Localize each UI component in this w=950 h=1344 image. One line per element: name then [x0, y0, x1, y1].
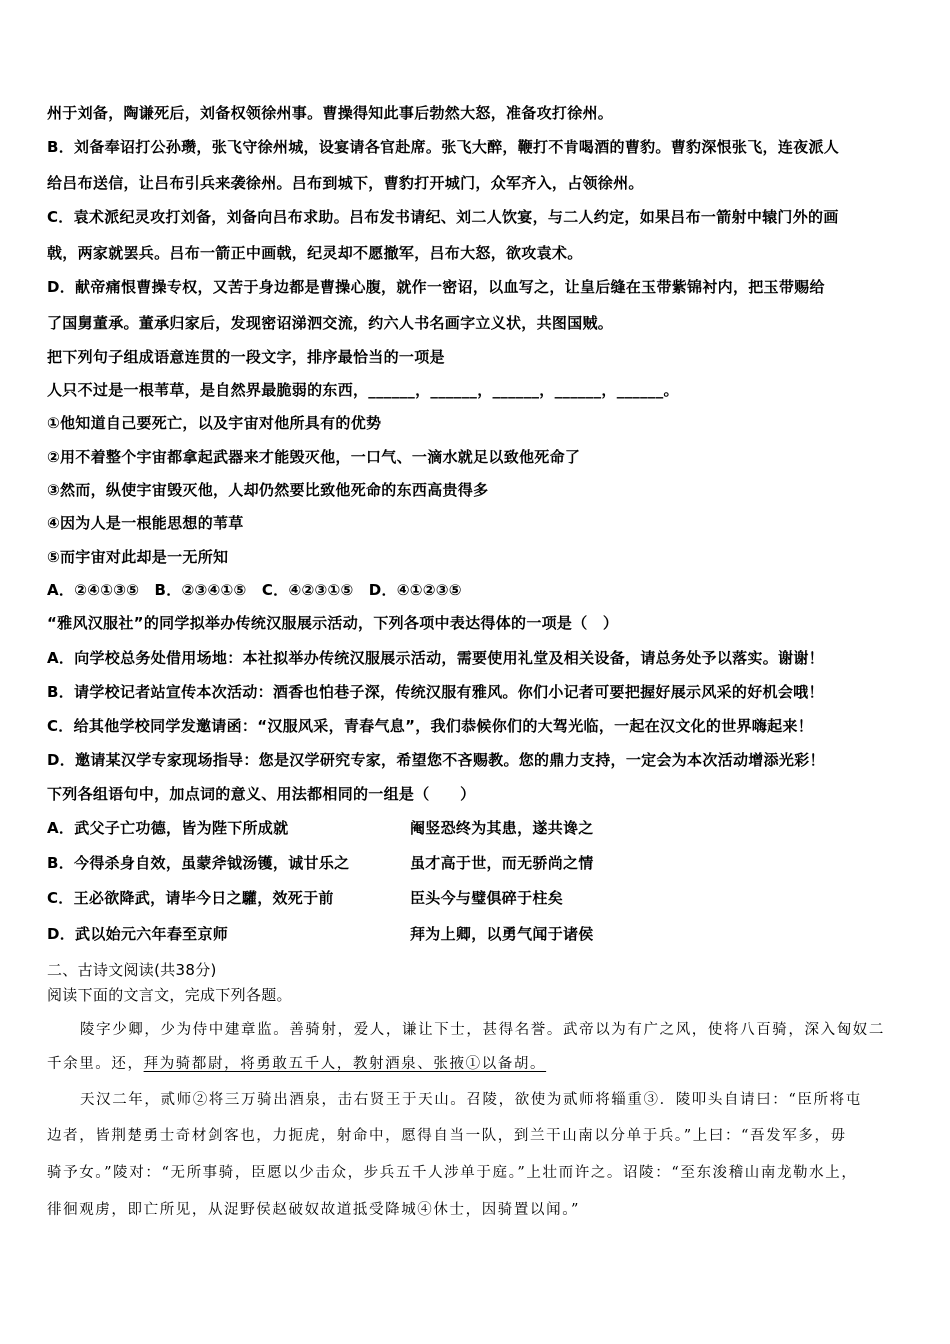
option-b-left: B．今得杀身自效，虽蒙斧钺汤镬，诚甘乐之	[47, 854, 350, 872]
passage-text: 千余里。还，	[47, 1056, 144, 1072]
option-a-right: 阉竖恐终为其患，遂共谗之	[410, 819, 594, 837]
question-stem: 下列各组语句中，加点词的意义、用法都相同的一组是（ ）	[47, 785, 476, 803]
passage-line: 天汉二年，贰师②将三万骑出酒泉，击右贤王于天山。召陵，欲使为贰师将辎重③．陵叩头自请曰：“臣所将屯	[80, 1092, 862, 1108]
option-d-line: D．献帝痛恨曹操专权，又苦于身边都是曹操心腹，就作一密诏，以血写之，让皇后缝在玉带紫锦衬内，把玉带赐给	[47, 278, 825, 296]
sentence-item: ④因为人是一根能思想的苇草	[47, 514, 244, 532]
section-instruction: 阅读下面的文言文，完成下列各题。	[47, 986, 292, 1004]
sentence-item: ②用不着整个宇宙都拿起武器来才能毁灭他，一口气、一滴水就足以致他死命了	[47, 448, 581, 466]
option-c-left: C．王必欲降武，请毕今日之驩，效死于前	[47, 889, 334, 907]
underlined-sentence: 拜为骑都尉，将勇敢五千人，教射酒泉、张掖①以备胡。	[143, 1056, 547, 1072]
section-heading: 二、古诗文阅读(共38分)	[47, 961, 217, 979]
option-a-left: A．武父子亡功德，皆为陛下所成就	[47, 819, 289, 837]
option-d-line: D．邀请某汉学专家现场指导：您是汉学研究专家，希望您不吝赐教。您的鼎力支持，一定会为本次活动增添光彩！	[47, 751, 825, 769]
passage-line	[47, 1054, 546, 1074]
question-stem: “雅风汉服社”的同学拟举办传统汉服展示活动，下列各项中表达得体的一项是（ ）	[47, 614, 619, 632]
text-line: 戟，两家就罢兵。吕布一箭正中画戟，纪灵却不愿撤军，吕布大怒，欲攻袁术。	[47, 244, 583, 262]
sentence-item: ①他知道自己要死亡，以及宇宙对他所具有的优势	[47, 414, 382, 432]
text-line: 了国舅董承。董承归家后，发现密诏涕泗交流，约六人书名画字立义状，共图国贼。	[47, 314, 614, 332]
question-passage: 人只不过是一根苇草，是自然界最脆弱的东西，______，______，______，______，______。	[47, 381, 679, 399]
passage-line: 陵字少卿，少为侍中建章监。善骑射，爱人，谦让下士，甚得名誉。武帝以为有广之风，使将八百骑，深入匈奴二	[80, 1022, 885, 1038]
option-b-line: B．请学校记者站宣传本次活动：酒香也怕巷子深，传统汉服有雅风。你们小记者可要把握好展示风采的好机会哦！	[47, 683, 824, 701]
passage-line: 骑予女。”陵对：“无所事骑，臣愿以少击众，步兵五千人涉单于庭。”上壮而许之。诏陵：“至东浚稽山南龙勒水上，	[47, 1165, 858, 1181]
option-d-left: D．武以始元六年春至京师	[47, 925, 229, 943]
option-d-right: 拜为上卿，以勇气闻于诸侯	[410, 925, 594, 943]
text-line: 给吕布送信，让吕布引兵来袭徐州。吕布到城下，曹豹打开城门，众军齐入，占领徐州。	[47, 174, 644, 192]
option-b-right: 虽才高于世，而无骄尚之情	[410, 854, 594, 872]
answer-options: A．②④①③⑤ B．②③④①⑤ C．④②③①⑤ D．④①②③⑤	[47, 581, 462, 599]
sentence-item: ⑤而宇宙对此却是一无所知	[47, 548, 229, 566]
text-line: 州于刘备，陶谦死后，刘备权领徐州事。曹操得知此事后勃然大怒，准备攻打徐州。	[47, 104, 614, 122]
question-stem: 把下列句子组成语意连贯的一段文字，排序最恰当的一项是	[47, 348, 445, 366]
passage-line: 边者，皆荆楚勇士奇材剑客也，力扼虎，射命中，愿得自当一队，到兰干山南以分单于兵。”上曰：“吾发军多，毋	[47, 1128, 847, 1144]
sentence-item: ③然而，纵使宇宙毁灭他，人却仍然要比致他死命的东西高贵得多	[47, 481, 489, 499]
passage-line: 徘徊观虏，即亡所见，从浞野侯赵破奴故道抵受降城④休士，因骑置以闻。”	[47, 1202, 581, 1218]
option-c-line: C．给其他学校同学发邀请函：“汉服风采，青春气息”，我们恭候你们的大驾光临，一起在汉文化的世界嗨起来！	[47, 717, 814, 735]
option-b-line: B．刘备奉诏打公孙瓒，张飞守徐州城，设宴请各官赴席。张飞大醉，鞭打不肯喝酒的曹豹。曹豹深恨张飞，连夜派人	[47, 138, 840, 156]
option-a-line: A．向学校总务处借用场地：本社拟举办传统汉服展示活动，需要使用礼堂及相关设备，请总务处予以落实。谢谢！	[47, 649, 824, 667]
option-c-line: C．袁术派纪灵攻打刘备，刘备向吕布求助。吕布发书请纪、刘二人饮宴，与二人约定，如果吕布一箭射中辕门外的画	[47, 208, 839, 226]
option-c-right: 臣头今与璧俱碎于柱矣	[410, 889, 564, 907]
